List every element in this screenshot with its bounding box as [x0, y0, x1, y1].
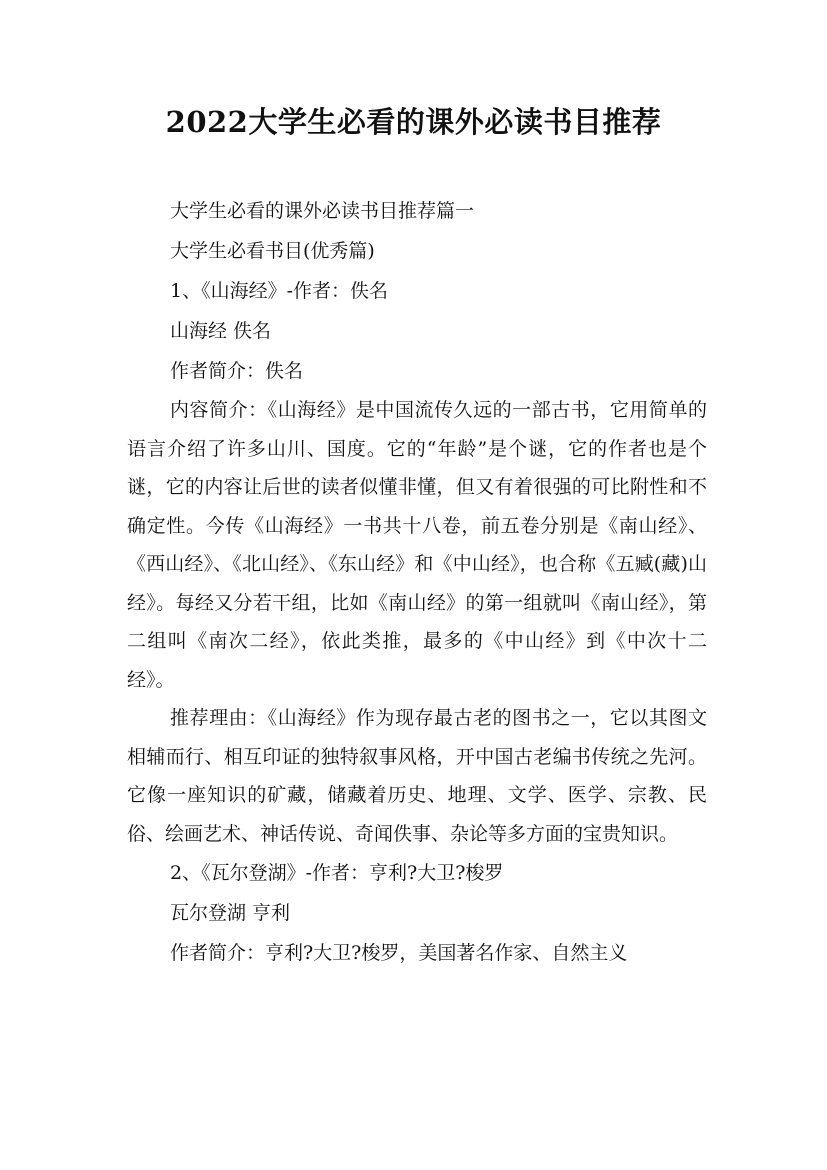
- recommendation-paragraph: 推荐理由：《山海经》作为现存最古老的图书之一，它以其图文相辅而行、相互印证的独特叙事风格，开中国古老编书传统之先河。它像一座知识的矿藏，储藏着历史、地理、文学、医学、宗教、民俗、绘画艺术、神话传说、奇闻佚事、杂论等多方面的宝贵知识。: [127, 707, 707, 845]
- book-title-line: 瓦尔登湖 亨利: [170, 902, 291, 924]
- document-body: [127, 191, 707, 973]
- content-intro-paragraph: 内容简介：《山海经》是中国流传久远的一部古书，它用简单的语言介绍了许多山川、国度。它的“年龄”是个谜，它的作者也是个谜，它的内容让后世的读者似懂非懂，但又有着很强的可比附性和不确定性。今传《山海经》一书共十八卷，前五卷分别是《南山经》、《西山经》、《北山经》、《东山经》和《中山经》，也合称《五臧(藏)山经》。每经又分若干组，比如《南山经》的第一组就叫《南山经》，第二组叫《南次二经》，依此类推，最多的《中山经》到《中次十二经》。: [127, 399, 707, 691]
- book-title-line: 山海经 佚名: [170, 320, 272, 342]
- book-entry-heading: 1、《山海经》-作者：佚名: [170, 280, 389, 302]
- author-intro-line: 作者简介：亨利?大卫?梭罗，美国著名作家、自然主义: [170, 942, 628, 964]
- section-heading: 大学生必看的课外必读书目推荐篇一: [170, 200, 475, 222]
- subsection-heading: 大学生必看书目(优秀篇): [170, 240, 375, 262]
- document-title: 2022大学生必看的课外必读书目推荐: [165, 105, 662, 139]
- author-intro-line: 作者简介：佚名: [170, 360, 304, 382]
- book-entry-heading: 2、《瓦尔登湖》-作者：亨利?大卫?梭罗: [170, 862, 504, 884]
